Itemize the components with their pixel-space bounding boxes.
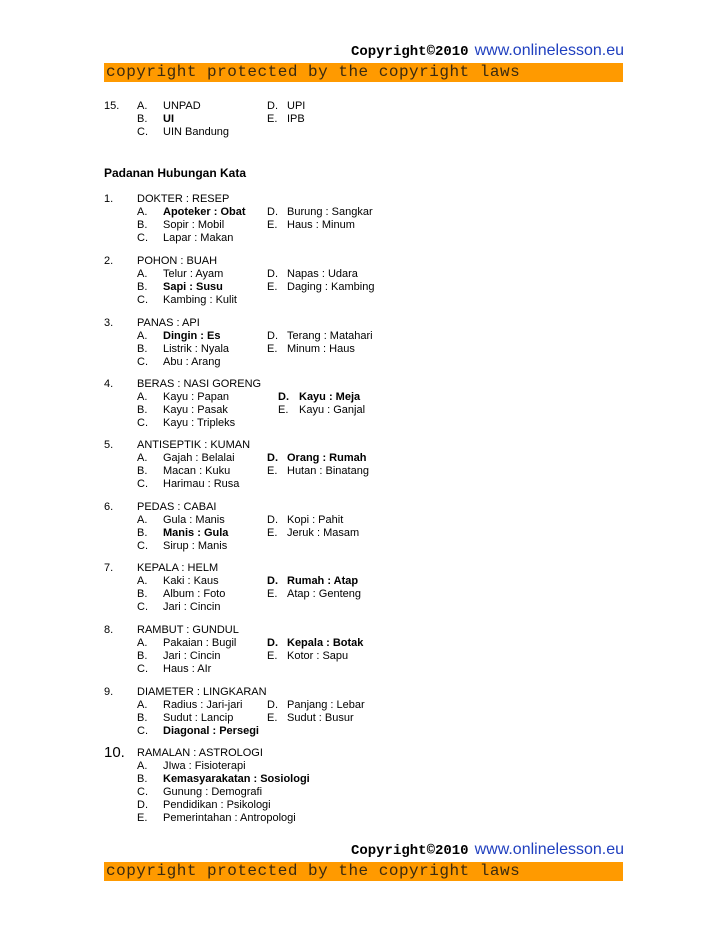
q4-option-c: Kayu : Tripleks — [163, 417, 236, 429]
q9-c-letter: C. — [137, 725, 148, 737]
q4-c-letter: C. — [137, 417, 148, 429]
q1-b-letter: B. — [137, 219, 148, 231]
q15-e-letter: E. — [267, 113, 278, 125]
q15-d: UPI — [287, 100, 306, 112]
q2-b-letter: B. — [137, 281, 148, 293]
q9-option-e: Sudut : Busur — [287, 712, 354, 724]
q9-option-d: Panjang : Lebar — [287, 699, 365, 711]
q7-option-a: Kaki : Kaus — [163, 575, 219, 587]
q4-option-a: Kayu : Papan — [163, 391, 230, 403]
q2-stem: POHON : BUAH — [137, 255, 218, 267]
q9-e-letter: E. — [267, 712, 278, 724]
q8-b-letter: B. — [137, 650, 148, 662]
q4-b-letter: B. — [137, 404, 148, 416]
header-banner: copyright protected by the copyright laws — [104, 63, 623, 82]
q7-option-b: Album : Foto — [163, 588, 226, 600]
q10-stem: RAMALAN : ASTROLOGI — [137, 747, 263, 759]
q8-e-letter: E. — [267, 650, 278, 662]
q2-a-letter: A. — [137, 268, 148, 280]
q15-d-letter: D. — [267, 100, 278, 112]
q8-d-letter: D. — [267, 637, 278, 649]
section-title: Padanan Hubungan Kata — [104, 166, 247, 180]
q3-number: 3. — [104, 317, 114, 329]
q6-option-e: Jeruk : Masam — [287, 527, 360, 539]
q6-option-b: Manis : Gula — [163, 527, 229, 539]
q10-a: JIwa : Fisioterapi — [163, 760, 246, 772]
q3-d-letter: D. — [267, 330, 278, 342]
q1-stem: DOKTER : RESEP — [137, 193, 230, 205]
q2-d-letter: D. — [267, 268, 278, 280]
q5-a-letter: A. — [137, 452, 148, 464]
q2-e-letter: E. — [267, 281, 278, 293]
q5-option-b: Macan : Kuku — [163, 465, 231, 477]
footer-site-link[interactable]: www.onlinelesson.eu — [474, 841, 624, 858]
q3-stem: PANAS : API — [137, 317, 200, 329]
q15-a-letter: A. — [137, 100, 148, 112]
q10-c: Gunung : Demografi — [163, 786, 263, 798]
q7-number: 7. — [104, 562, 114, 574]
q15-c-letter: C. — [137, 126, 148, 138]
q7-option-d: Rumah : Atap — [287, 575, 359, 587]
q4-option-b: Kayu : Pasak — [163, 404, 228, 416]
q5-c-letter: C. — [137, 478, 148, 490]
q15-c: UIN Bandung — [163, 126, 230, 138]
q7-e-letter: E. — [267, 588, 278, 600]
q10-a-letter: A. — [137, 760, 148, 772]
q7-d-letter: D. — [267, 575, 278, 587]
q5-option-e: Hutan : Binatang — [287, 465, 369, 477]
q7-a-letter: A. — [137, 575, 148, 587]
q3-option-e: Minum : Haus — [287, 343, 355, 355]
q10-number: 10. — [104, 744, 125, 761]
q1-option-c: Lapar : Makan — [163, 232, 234, 244]
q7-option-e: Atap : Genteng — [287, 588, 361, 600]
q5-stem: ANTISEPTIK : KUMAN — [137, 439, 251, 451]
header-site-link[interactable]: www.onlinelesson.eu — [474, 42, 624, 59]
q1-option-a: Apoteker : Obat — [163, 206, 246, 218]
q2-option-a: Telur : Ayam — [163, 268, 224, 280]
q3-option-b: Listrik : Nyala — [163, 343, 230, 355]
q1-option-b: Sopir : Mobil — [163, 219, 225, 231]
q3-option-d: Terang : Matahari — [287, 330, 373, 342]
q8-number: 8. — [104, 624, 114, 636]
q6-e-letter: E. — [267, 527, 278, 539]
q9-option-b: Sudut : Lancip — [163, 712, 234, 724]
q2-number: 2. — [104, 255, 114, 267]
q5-b-letter: B. — [137, 465, 148, 477]
q6-stem: PEDAS : CABAI — [137, 501, 217, 513]
q10-d: Pendidikan : Psikologi — [163, 799, 271, 811]
q6-d-letter: D. — [267, 514, 278, 526]
q8-option-c: Haus : AIr — [163, 663, 212, 675]
q4-number: 4. — [104, 378, 114, 390]
q3-c-letter: C. — [137, 356, 148, 368]
q9-a-letter: A. — [137, 699, 148, 711]
q1-number: 1. — [104, 193, 114, 205]
q8-option-a: Pakaian : Bugil — [163, 637, 237, 649]
q5-option-d: Orang : Rumah — [287, 452, 367, 464]
q1-e-letter: E. — [267, 219, 278, 231]
q3-b-letter: B. — [137, 343, 148, 355]
q6-a-letter: A. — [137, 514, 148, 526]
q6-b-letter: B. — [137, 527, 148, 539]
q7-option-c: Jari : Cincin — [163, 601, 221, 613]
q1-d-letter: D. — [267, 206, 278, 218]
q5-number: 5. — [104, 439, 114, 451]
footer-banner: copyright protected by the copyright laws — [104, 862, 623, 881]
q9-option-c: Diagonal : Persegi — [163, 725, 259, 737]
q1-option-e: Haus : Minum — [287, 219, 355, 231]
q9-d-letter: D. — [267, 699, 278, 711]
q3-option-c: Abu : Arang — [163, 356, 221, 368]
q5-option-c: Harimau : Rusa — [163, 478, 240, 490]
q5-d-letter: D. — [267, 452, 278, 464]
q4-option-e: Kayu : Ganjal — [299, 404, 366, 416]
q7-c-letter: C. — [137, 601, 148, 613]
q15-e: IPB — [287, 113, 305, 125]
q4-option-d: Kayu : Meja — [299, 391, 361, 403]
q1-option-d: Burung : Sangkar — [287, 206, 373, 218]
q10-d-letter: D. — [137, 799, 148, 811]
q8-a-letter: A. — [137, 637, 148, 649]
q5-option-a: Gajah : Belalai — [163, 452, 235, 464]
q9-b-letter: B. — [137, 712, 148, 724]
q10-e-letter: E. — [137, 812, 148, 824]
footer-copyright: Copyright©2010 — [350, 843, 469, 859]
q3-option-a: Dingin : Es — [163, 330, 221, 342]
q6-option-a: Gula : Manis — [163, 514, 225, 526]
footer-copyright-line — [351, 841, 624, 859]
q15-b: UI — [163, 113, 174, 125]
q4-e-letter: E. — [278, 404, 289, 416]
q10-e: Pemerintahan : Antropologi — [163, 812, 296, 824]
q6-c-letter: C. — [137, 540, 148, 552]
q1-a-letter: A. — [137, 206, 148, 218]
header-copyright-line — [351, 42, 624, 60]
q3-e-letter: E. — [267, 343, 278, 355]
q15-a: UNPAD — [163, 100, 201, 112]
q6-number: 6. — [104, 501, 114, 513]
q8-stem: RAMBUT : GUNDUL — [137, 624, 239, 636]
q8-option-d: Kepala : Botak — [287, 637, 364, 649]
q4-stem: BERAS : NASI GORENG — [137, 378, 262, 390]
q2-option-b: Sapi : Susu — [163, 281, 223, 293]
q10-b-letter: B. — [137, 773, 148, 785]
q2-c-letter: C. — [137, 294, 148, 306]
q8-option-b: Jari : Cincin — [163, 650, 221, 662]
q4-d-letter: D. — [278, 391, 289, 403]
q3-a-letter: A. — [137, 330, 148, 342]
q8-option-e: Kotor : Sapu — [287, 650, 349, 662]
q15-number: 15. — [104, 100, 120, 112]
q15-b-letter: B. — [137, 113, 148, 125]
q8-c-letter: C. — [137, 663, 148, 675]
q10-b: Kemasyarakatan : Sosiologi — [163, 773, 310, 785]
q9-option-a: Radius : Jari-jari — [163, 699, 243, 711]
q2-option-c: Kambing : Kulit — [163, 294, 237, 306]
q2-option-d: Napas : Udara — [287, 268, 358, 280]
q6-option-c: Sirup : Manis — [163, 540, 228, 552]
q9-number: 9. — [104, 686, 114, 698]
q4-a-letter: A. — [137, 391, 148, 403]
header-copyright: Copyright©2010 — [350, 44, 469, 60]
q7-stem: KEPALA : HELM — [137, 562, 219, 574]
q5-e-letter: E. — [267, 465, 278, 477]
q9-stem: DIAMETER : LINGKARAN — [137, 686, 267, 698]
q2-option-e: Daging : Kambing — [287, 281, 375, 293]
q10-c-letter: C. — [137, 786, 148, 798]
q1-c-letter: C. — [137, 232, 148, 244]
q6-option-d: Kopi : Pahit — [287, 514, 344, 526]
q7-b-letter: B. — [137, 588, 148, 600]
